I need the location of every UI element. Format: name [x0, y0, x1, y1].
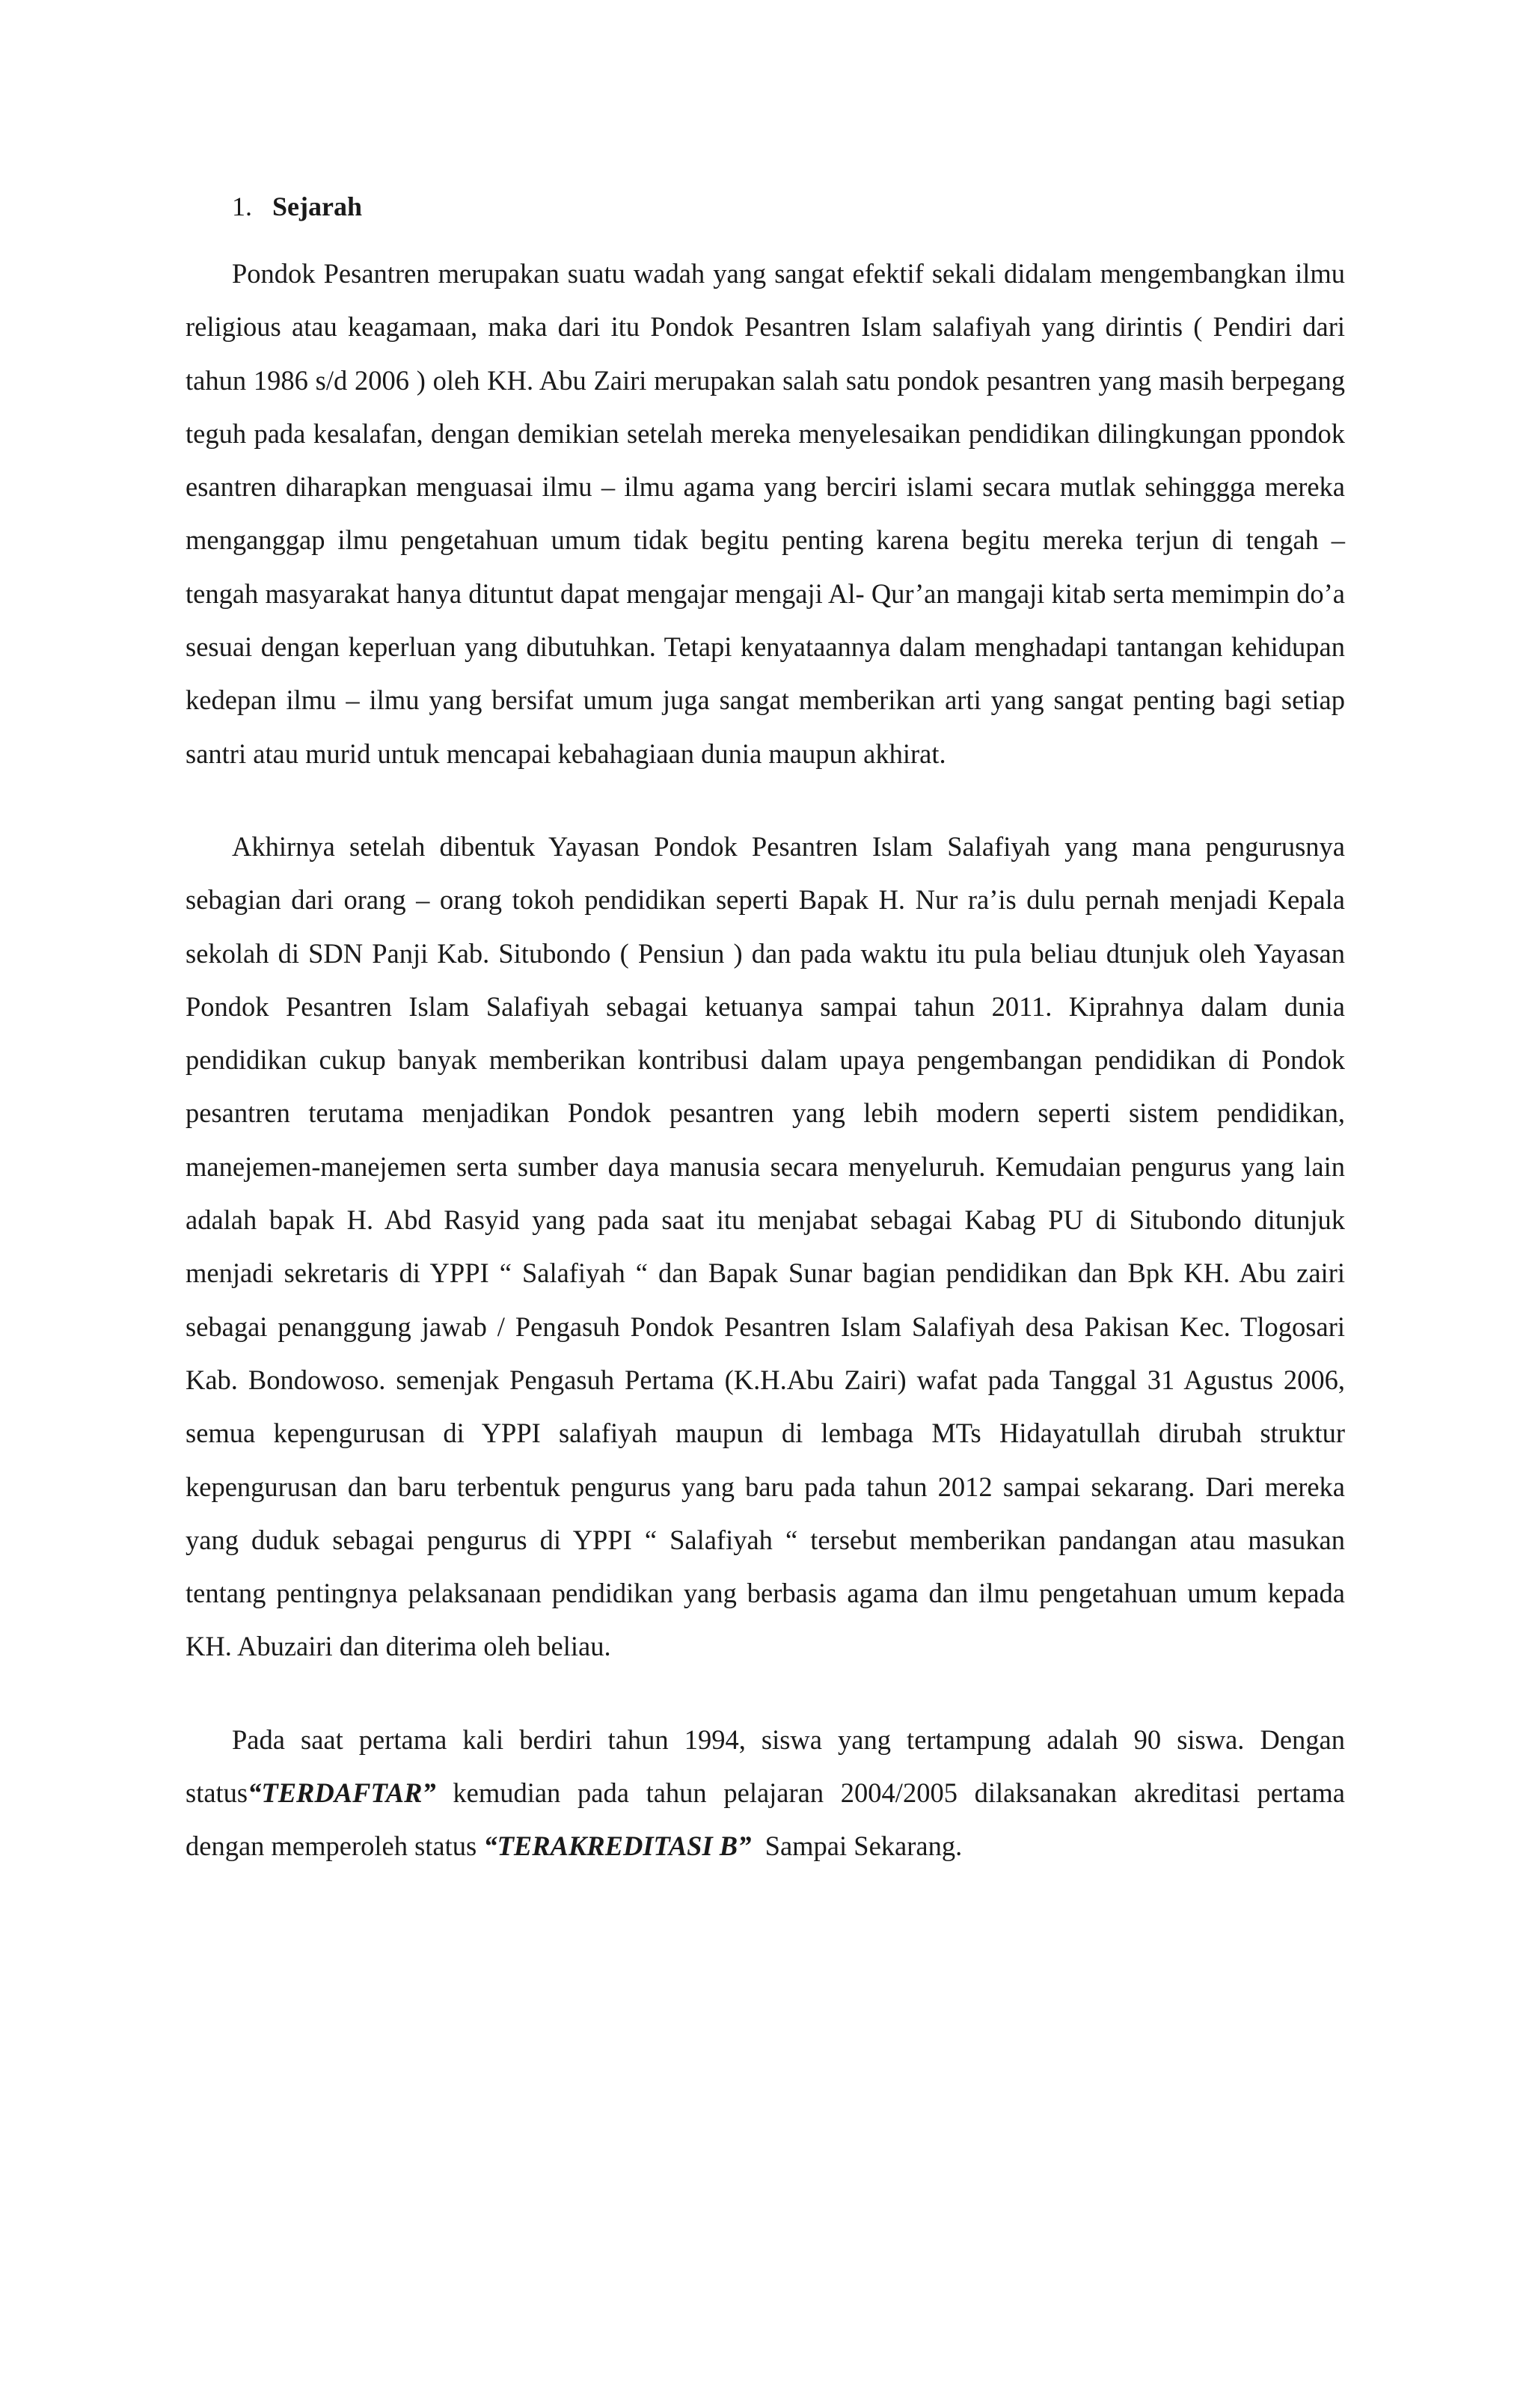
section-number: 1. — [232, 192, 252, 221]
section-title: Sejarah — [272, 192, 362, 221]
paragraph-3-part-1: Pada saat pertama kali berdiri tahun 1994, siswa yang tertampung adalah 90 siswa. Dengan status — [186, 1724, 1345, 1809]
status-terakreditasi: “TERAKREDITASI B” — [483, 1830, 752, 1862]
status-terdaftar: “TERDAFTAR” — [248, 1777, 436, 1809]
paragraph-3-part-2: kemudian pada tahun pelajaran 2004/2005 dilaksanakan akreditasi pertama dengan memperoleh status — [186, 1777, 1345, 1862]
paragraph-3-part-3: Sampai Sekarang. — [751, 1830, 963, 1862]
section-heading — [232, 180, 1345, 233]
paragraph-1: Pondok Pesantren merupakan suatu wadah yang sangat efektif sekali didalam mengembangkan ilmu religious atau keagamaan, maka dari itu Pondok Pesantren Islam salafiyah yang dirintis ( Pendiri dari tahun 1986 s/d 2006 ) oleh KH. Abu Zairi merupakan salah satu pondok pesantren yang masih berpegang teguh pada kesalafan, dengan demikian setelah mereka menyelesaikan pendidikan dilingkungan ppondok esantren diharapkan menguasai ilmu – ilmu agama yang berciri islami secara mutlak sehinggga mereka menganggap ilmu pengetahuan umum tidak begitu penting karena begitu mereka terjun di tengah – tengah masyarakat hanya dituntut dapat mengajar mengaji Al- Qur’an mangaji kitab serta memimpin do’a sesuai dengan keperluan yang dibutuhkan. Tetapi kenyataannya dalam menghadapi tantangan kehidupan kedepan ilmu – ilmu yang bersifat umum juga sangat memberikan arti yang sangat penting bagi setiap santri atau murid untuk mencapai kebahagiaan dunia maupun akhirat. — [186, 258, 1345, 769]
paragraph-2: Akhirnya setelah dibentuk Yayasan Pondok Pesantren Islam Salafiyah yang mana pengurusnya sebagian dari orang – orang tokoh pendidikan seperti Bapak H. Nur ra’is dulu pernah menjadi Kepala sekolah di SDN Panji Kab. Situbondo ( Pensiun ) dan pada waktu itu pula beliau dtunjuk oleh Yayasan Pondok Pesantren Islam Salafiyah sebagai ketuanya sampai tahun 2011. Kiprahnya dalam dunia pendidikan cukup banyak memberikan kontribusi dalam upaya pengembangan pendidikan di Pondok pesantren terutama menjadikan Pondok pesantren yang lebih modern seperti sistem pendidikan, manejemen-manejemen serta sumber daya manusia secara menyeluruh. Kemudaian pengurus yang lain adalah bapak H. Abd Rasyid yang pada saat itu menjabat sebagai Kabag PU di Situbondo ditunjuk menjadi sekretaris di YPPI “ Salafiyah “ dan Bapak Sunar bagian pendidikan dan Bpk KH. Abu zairi sebagai penanggung jawab / Pengasuh Pondok Pesantren Islam Salafiyah desa Pakisan Kec. Tlogosari Kab. Bondowoso. semenjak Pengasuh Pertama (K.H.Abu Zairi) wafat pada Tanggal 31 Agustus 2006, semua kepengurusan di YPPI salafiyah maupun di lembaga MTs Hidayatullah dirubah struktur kepengurusan dan baru terbentuk pengurus yang baru pada tahun 2012 sampai sekarang. Dari mereka yang duduk sebagai pengurus di YPPI “ Salafiyah “ tersebut memberikan pandangan atau masukan tentang pentingnya pelaksanaan pendidikan yang berbasis agama dan ilmu pengetahuan umum kepada KH. Abuzairi dan diterima oleh beliau. — [186, 830, 1345, 1662]
document-page — [186, 180, 1345, 1913]
paragraph-3 — [186, 1713, 1345, 1873]
